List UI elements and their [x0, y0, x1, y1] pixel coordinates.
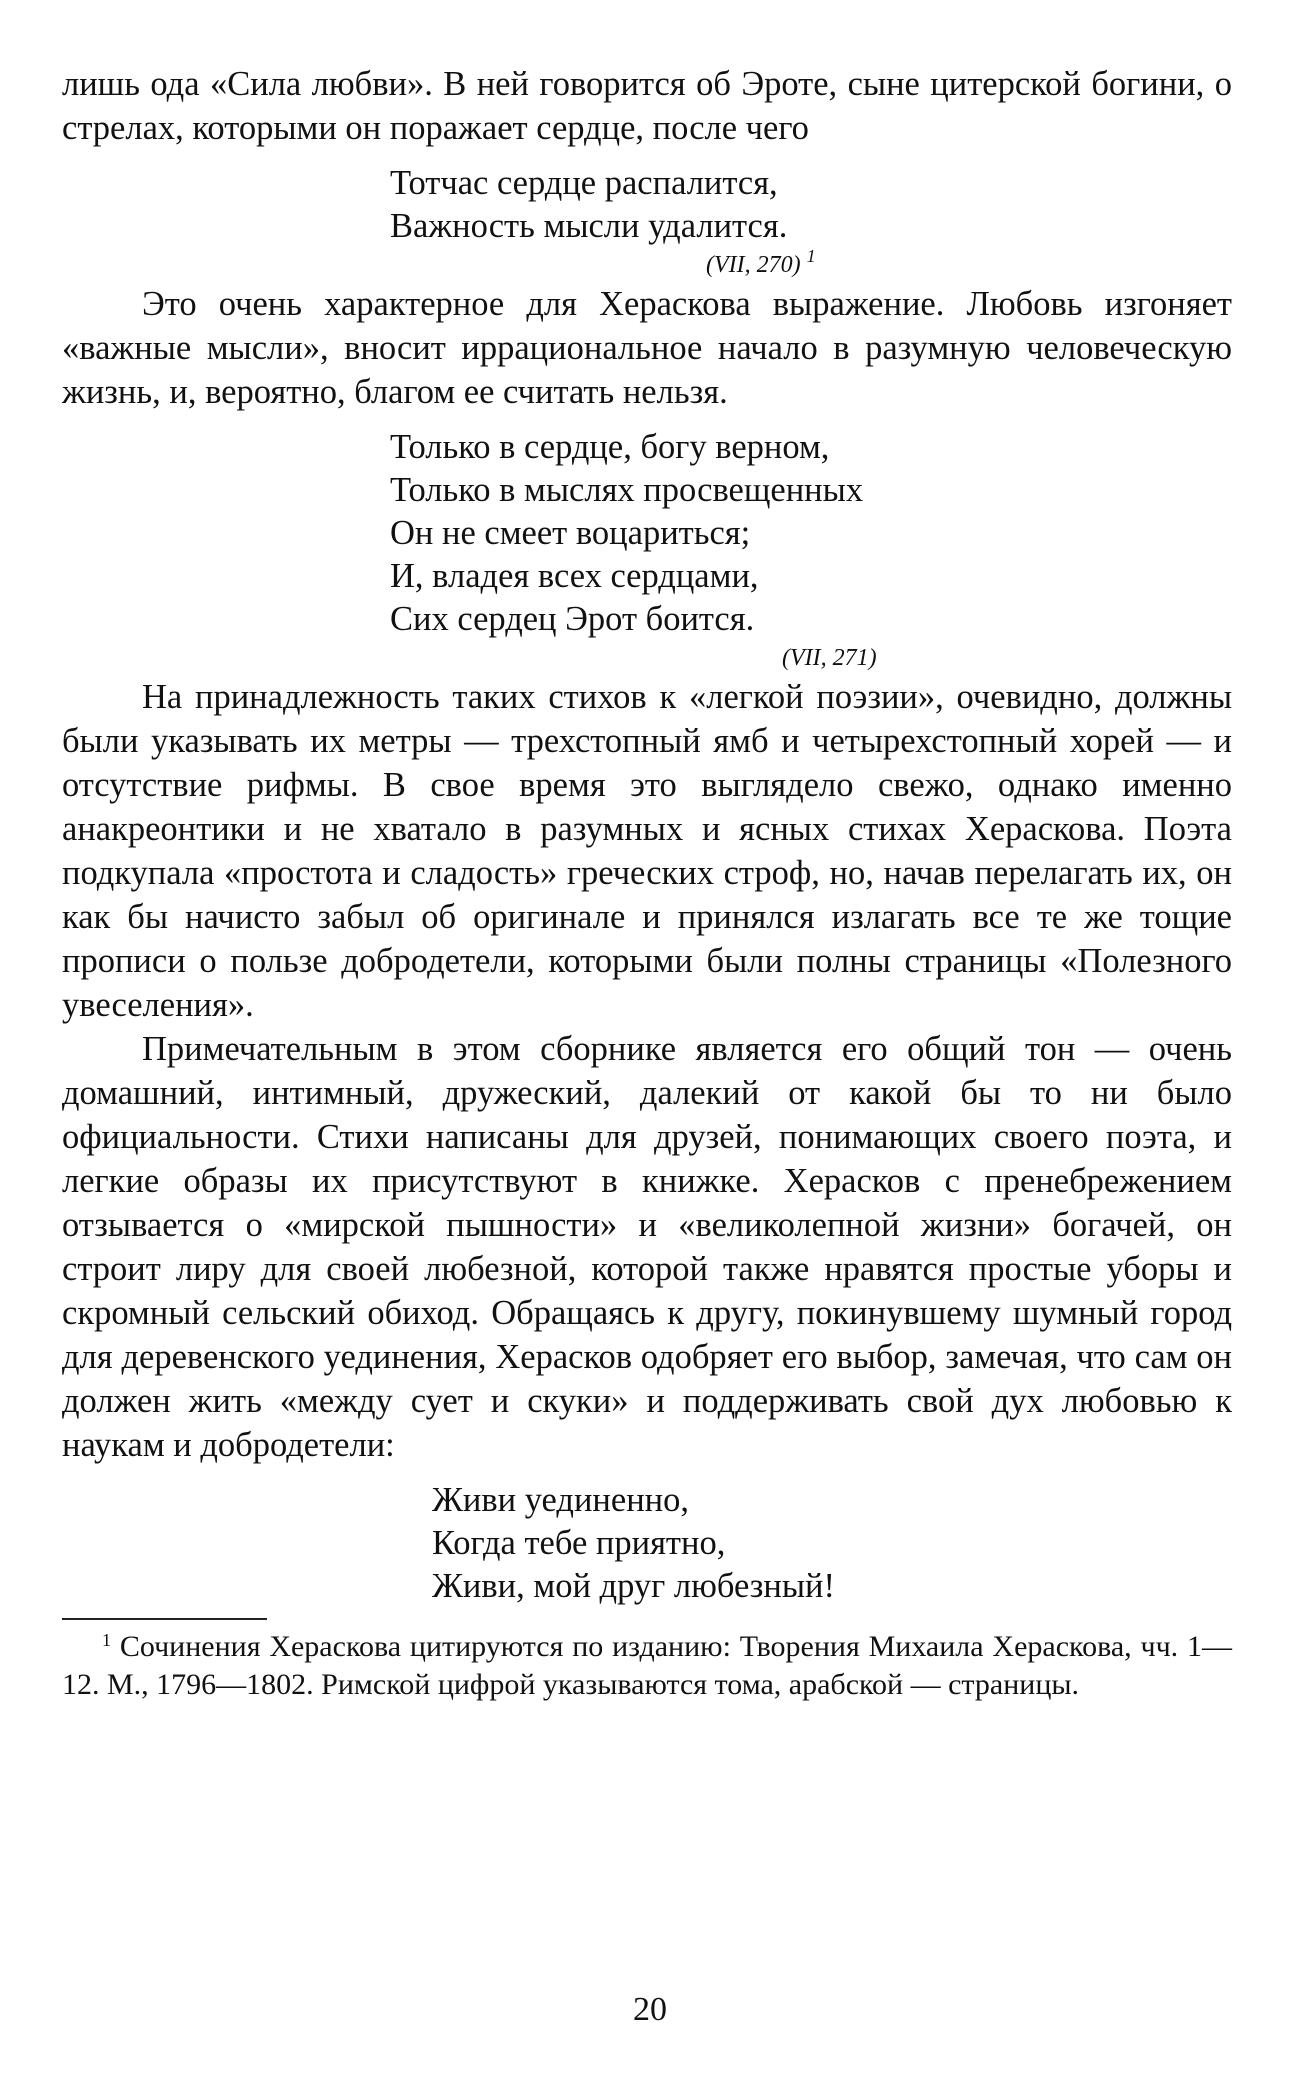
- paragraph-3: На принадлежность таких стихов к «легкой поэзии», очевидно, должны были указывать их метры — трехстопный ямб и четырехстопный хорей — и отсутствие рифмы. В свое время это выглядело свежо, однако именно анакреонтики и не хватало в разумных и ясных стихах Хераскова. Поэта подкупала «простота и сладость» греческих строф, но, начав перелагать их, он как бы начисто забыл об оригинале и принялся излагать все те же тощие прописи о пользе добродетели, которыми были полны страницы «Полезного увеселения».: [62, 678, 1232, 1024]
- verse-line: И, владея всех сердцами,: [390, 557, 759, 595]
- footnote-reference[interactable]: 1: [806, 246, 816, 266]
- footnote-text: Сочинения Хераскова цитируются по изданию: Творения Михаила Хераскова, чч. 1—12. М., 1796—1802. Римской цифрой указываются тома, арабской — страницы.: [62, 1630, 1233, 1701]
- verse-quote-2: [390, 426, 1232, 675]
- verse-line: Живи, мой друг любезный!: [432, 1567, 835, 1605]
- paragraph-1: лишь ода «Сила любви». В ней говорится об Эроте, сыне цитерской богини, о стрелах, которыми он поражает сердце, после чего: [62, 65, 1232, 147]
- verse-citation: [706, 248, 1232, 282]
- verse-quote-1: [390, 162, 1232, 282]
- verse-line: Он не смеет воцариться;: [390, 514, 751, 552]
- footnote-divider: [62, 1618, 267, 1620]
- verse-line: Тотчас сердце распалится,: [390, 164, 778, 202]
- footnote: [62, 1628, 1232, 1704]
- citation-text: (VII, 270): [706, 252, 801, 278]
- verse-line: Сих сердец Эрот боится.: [390, 600, 755, 638]
- verse-line: Когда тебе приятно,: [432, 1524, 726, 1562]
- page-body: [62, 62, 1232, 1704]
- paragraph-4: Примечательным в этом сборнике является его общий тон — очень домашний, интимный, дружеский, далекий от какой бы то ни было официальности. Стихи написаны для друзей, понимающих своего поэта, и легкие образы их присутствуют в книжке. Херасков с пренебрежением отзывается о «мирской пышности» и «великолепной жизни» богачей, он строит лиру для своей любезной, которой также нравятся простые уборы и скромный сельский обиход. Обращаясь к другу, покинувшему шумный город для деревенского уединения, Херасков одобряет его выбор, замечая, что сам он должен жить «между сует и скуки» и поддерживать свой дух любовью к наукам и добродетели:: [62, 1030, 1232, 1464]
- page-number: 20: [633, 1991, 667, 2028]
- footnote-mark: 1: [102, 1630, 111, 1650]
- verse-line: Важность мысли удалится.: [390, 207, 788, 245]
- paragraph-2: Это очень характерное для Хераскова выражение. Любовь изгоняет «важные мысли», вносит иррациональное начало в разумную человеческую жизнь, и, вероятно, благом ее считать нельзя.: [62, 285, 1232, 411]
- verse-citation: (VII, 271): [782, 645, 877, 671]
- verse-quote-3: [432, 1479, 1232, 1608]
- verse-line: Только в мыслях просвещенных: [390, 471, 864, 509]
- verse-line: Только в сердце, богу верном,: [390, 428, 830, 466]
- verse-line: Живи уединенно,: [432, 1481, 689, 1519]
